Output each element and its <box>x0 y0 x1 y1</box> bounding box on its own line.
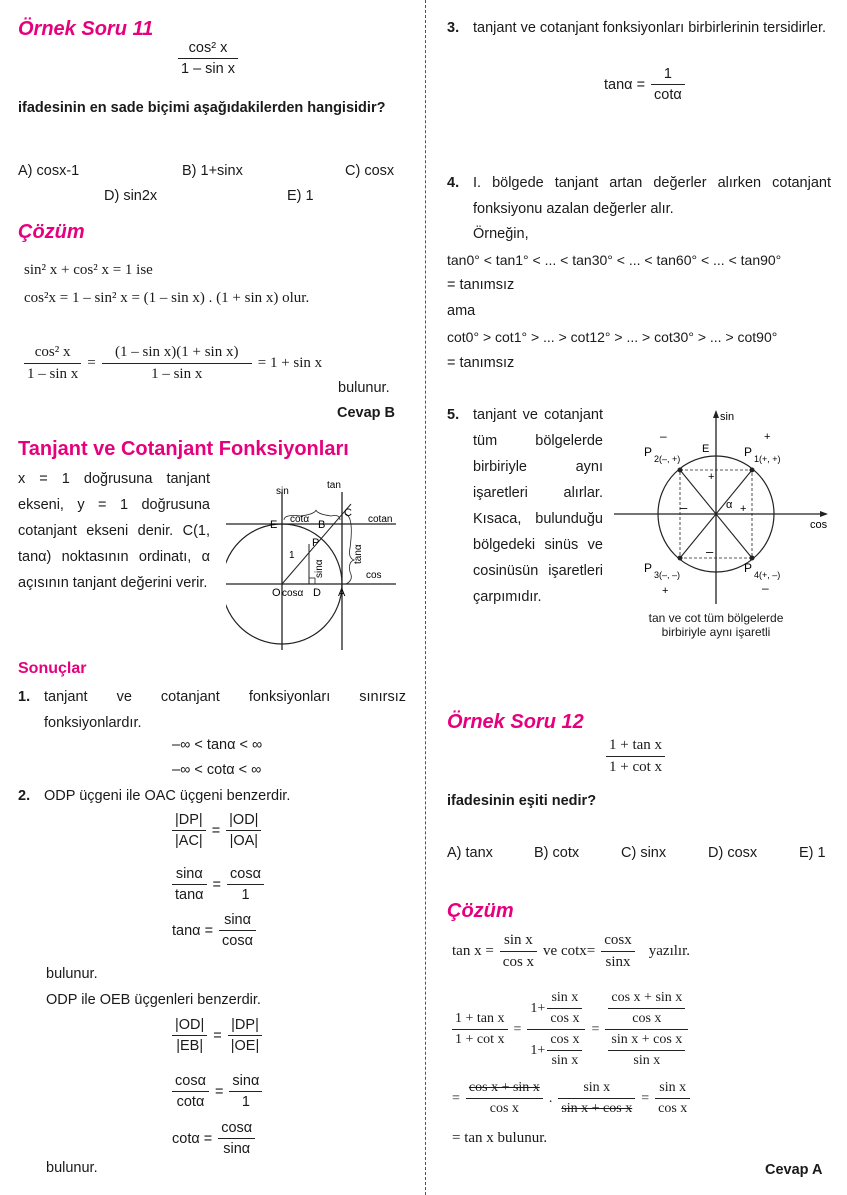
frac-denominator: sinx <box>605 954 631 970</box>
label-p1-sub: 1(+, +) <box>754 454 781 464</box>
label-cota: cotα <box>290 514 310 525</box>
result-4-number: 4. <box>447 175 460 191</box>
ratio-row-6 <box>172 1120 255 1157</box>
frac-numerator: sin x <box>547 990 582 1009</box>
frac-denominator: 1 + cot x <box>609 759 663 775</box>
ratio-row-1 <box>172 812 261 849</box>
sign-inner-left: – <box>680 500 688 515</box>
frac-denominator: |AC| <box>175 833 203 849</box>
cot-sequence-end: = tanımsız <box>447 355 515 371</box>
label-p4-sub: 4(+, –) <box>754 570 781 580</box>
one-plus: 1+ <box>530 1000 546 1016</box>
label-p: P <box>312 537 320 549</box>
solution-12-last: = tan x bulunur. <box>452 1130 548 1146</box>
ratio-row-2 <box>172 866 264 903</box>
solution-line-2: cos²x = 1 – sin² x = (1 – sin x) . (1 + sin x) olur. <box>24 290 310 306</box>
frac-denominator: cos x <box>632 1011 662 1026</box>
column-divider <box>425 0 426 1195</box>
solution-12-line-2 <box>452 990 688 1069</box>
sign-q3: + <box>662 585 669 597</box>
point-p4 <box>750 556 755 561</box>
frac-numerator: cosα <box>172 1073 209 1092</box>
frac-numerator: |DP| <box>172 812 206 831</box>
frac-denominator: |EB| <box>176 1038 204 1054</box>
bulunur-2: bulunur. <box>46 1160 98 1176</box>
result-5-text: tanjant ve cotanjant tüm bölgelerde birbiriyle aynı işaretleri alırlar. Kısaca, bulunduğu bölgedeki sinüs ve cosinüsün işaretleri çarpımıdır. <box>473 407 603 605</box>
result-4-text: I. bölgede tanjant artan değerler alırken cotanjant fonksiyonu azalan değerler alır. <box>473 175 831 217</box>
frac-numerator: |OD| <box>226 812 261 831</box>
solution-12-line-1 <box>452 932 690 971</box>
label-sina: sinα <box>314 559 325 578</box>
equals-sign: = <box>87 355 96 371</box>
solution-title: Çözüm <box>18 221 85 243</box>
equals-sign: = <box>212 876 222 893</box>
result-2-text-2: ODP ile OEB üçgenleri benzerdir. <box>46 992 261 1008</box>
frac-numerator: cos x <box>547 1032 582 1051</box>
frac-denominator: cos x <box>489 1101 519 1116</box>
frac-denominator: cotα <box>654 87 682 103</box>
frac-numerator: 1 + tan x <box>606 737 665 757</box>
frac-numerator: |OD| <box>172 1017 207 1036</box>
solution-12-title: Çözüm <box>447 900 514 922</box>
label-a: A <box>338 587 346 599</box>
connector: ve cotx= <box>543 943 596 959</box>
inequality-tan: –∞ < tanα < ∞ <box>172 737 263 753</box>
solution-12-line-3 <box>452 1080 690 1117</box>
point-p3 <box>678 556 683 561</box>
result-1 <box>18 684 406 736</box>
result-5-number: 5. <box>447 407 460 423</box>
frac-denominator: |OA| <box>229 833 259 849</box>
result-1-text: tanjant ve cotanjant fonksiyonları sınırsız fonksiyonlardır. <box>44 689 406 731</box>
sign-q1: + <box>764 431 771 443</box>
option-d: D) cosx <box>708 845 758 861</box>
example-11-fraction <box>178 40 238 77</box>
frac-denominator: 1 <box>241 1094 250 1110</box>
tan-cot-inverse <box>604 66 685 103</box>
lhs: tanα = <box>172 922 214 939</box>
frac-numerator: sin x <box>558 1080 635 1099</box>
equals-sign: = <box>452 1090 460 1106</box>
example-11-question: ifadesinin en sade biçimi aşağıdakilerden hangisidir? <box>18 100 386 116</box>
dot: . <box>548 1090 553 1106</box>
option-d: D) sin2x <box>104 188 158 204</box>
results-title: Sonuçlar <box>18 660 87 677</box>
frac-numerator: cos² x <box>24 344 81 364</box>
result-3-number: 3. <box>447 20 460 36</box>
example-12-fraction <box>606 737 665 776</box>
option-a: A) cosx-1 <box>18 163 80 179</box>
frac-numerator: sinα <box>172 866 207 885</box>
sign-inner-right: + <box>740 503 747 515</box>
tangent-diagram <box>226 478 416 650</box>
point-p2 <box>678 468 683 473</box>
frac-numerator: cos² x <box>178 40 238 59</box>
label-one: 1 <box>289 550 295 561</box>
result-2-text: ODP üçgeni ile OAC üçgeni benzerdir. <box>44 788 291 804</box>
one-plus: 1+ <box>530 1042 546 1058</box>
lhs: tan x = <box>452 943 494 959</box>
label-e: E <box>702 443 710 455</box>
option-b: B) 1+sinx <box>182 163 243 179</box>
frac-denominator: |OE| <box>230 1038 260 1054</box>
label-p4: P <box>744 561 753 575</box>
frac-denominator: cos x <box>550 1011 580 1026</box>
equals-sign: = <box>641 1090 650 1106</box>
label-sin: sin <box>720 411 735 423</box>
label-p1: P <box>744 445 753 459</box>
result-2 <box>18 788 290 804</box>
label-c: C <box>344 507 352 519</box>
label-o: O <box>272 587 281 599</box>
sign-q4: – <box>762 581 769 595</box>
frac-numerator: sin x <box>655 1080 690 1099</box>
frac-numerator: sin x + cos x <box>608 1032 685 1051</box>
label-alpha: α <box>726 499 733 511</box>
solution-line-1: sin² x + cos² x = 1 ise <box>24 262 153 278</box>
equals-sign: = <box>513 1021 522 1037</box>
frac-denominator: 1 + cot x <box>455 1032 505 1047</box>
tan-sequence: tan0° < tan1° < ... < tan30° < ... < tan60° < ... < tan90° <box>447 252 782 268</box>
lhs: cotα = <box>172 1130 213 1147</box>
yazilir: yazılır. <box>648 943 690 959</box>
result-5 <box>447 402 603 610</box>
ratio-row-3 <box>172 912 256 949</box>
tan-sequence-end: = tanımsız <box>447 277 515 293</box>
sign-q2: – <box>660 429 667 443</box>
frac-numerator: sinα <box>219 912 256 931</box>
caption-line-2: birbiriyle aynı işaretli <box>661 625 771 639</box>
frac-numerator: cosα <box>227 866 264 885</box>
frac-denominator: sin x + cos x <box>561 1101 633 1116</box>
frac-numerator: cosx <box>601 932 635 952</box>
label-e: E <box>270 519 278 531</box>
caption-line-1: tan ve cot tüm bölgelerde <box>648 611 784 625</box>
frac-denominator: 1 – sin x <box>27 366 79 382</box>
frac-denominator: cosα <box>222 933 253 949</box>
label-cotan: cotan <box>368 514 393 525</box>
label-sin: sin <box>276 486 289 497</box>
frac-numerator: sin x <box>500 932 537 952</box>
frac-denominator: cos x <box>658 1101 688 1116</box>
label-tana: tanα <box>353 544 364 564</box>
ama: ama <box>447 303 476 319</box>
inequality-cot: –∞ < cotα < ∞ <box>172 762 262 778</box>
result-2-number: 2. <box>18 788 31 804</box>
compound-fraction <box>527 990 585 1069</box>
example-12-title: Örnek Soru 12 <box>447 711 584 733</box>
solution-bulunur: bulunur. <box>338 380 390 396</box>
label-b: B <box>318 519 326 531</box>
ratio-row-5 <box>172 1073 262 1110</box>
equals-sign: = <box>214 1083 224 1100</box>
sign-inner-top: + <box>708 471 715 483</box>
point-p1 <box>750 468 755 473</box>
frac-denominator: sin x <box>633 1053 661 1068</box>
result-1-number: 1. <box>18 689 31 705</box>
label-cos: cos <box>366 570 382 581</box>
option-a: A) tanx <box>447 845 493 861</box>
option-b: B) cotx <box>534 845 580 861</box>
label-p2-sub: 2(–, +) <box>654 454 681 464</box>
sin-arrow-icon <box>713 410 719 418</box>
frac-denominator: 1 <box>241 887 250 903</box>
compound-fraction-2 <box>605 990 688 1069</box>
frac-numerator: 1 <box>651 66 685 85</box>
equals-sign: = <box>213 1027 222 1044</box>
frac-denominator: 1 – sin x <box>151 366 203 382</box>
result-4 <box>447 170 831 222</box>
example-12-question: ifadesinin eşiti nedir? <box>447 793 597 809</box>
frac-denominator: sinα <box>223 1141 251 1157</box>
label-p2: P <box>644 445 653 459</box>
quadrant-caption <box>626 611 806 639</box>
label-p3-sub: 3(–, –) <box>654 570 681 580</box>
frac-numerator: (1 – sin x)(1 + sin x) <box>102 344 252 364</box>
sign-inner-bottom: – <box>706 544 714 559</box>
answer-a: Cevap A <box>765 1162 823 1178</box>
label-cosa: cosα <box>282 588 304 599</box>
frac-denominator: cos x <box>502 954 535 970</box>
option-e: E) 1 <box>799 845 826 861</box>
equals-sign: = <box>591 1021 600 1037</box>
section-text: x = 1 doğrusuna tanjant ekseni, y = 1 doğrusuna cotanjant ekseni denir. C(1, tanα) noktasının ordinatı, α açısının tanjant değerini verir. <box>18 471 210 591</box>
solution-fraction-row <box>24 344 322 383</box>
ratio-row-4 <box>172 1017 262 1054</box>
frac-numerator: cos x + sin x <box>608 990 685 1009</box>
frac-denominator: 1 – sin x <box>181 61 235 77</box>
frac-numerator: cosα <box>218 1120 255 1139</box>
solution-result: = 1 + sin x <box>257 355 323 371</box>
lhs: tanα = <box>604 76 646 93</box>
answer-b: Cevap B <box>337 405 396 421</box>
option-c: C) cosx <box>345 163 395 179</box>
frac-numerator: |DP| <box>228 1017 262 1036</box>
label-p3: P <box>644 561 653 575</box>
frac-denominator: cotα <box>176 1094 205 1110</box>
section-title: Tanjant ve Cotanjant Fonksiyonları <box>18 438 349 460</box>
cot-sequence: cot0° > cot1° > ... > cot12° > ... > cot30° > ... > cot90° <box>447 329 778 345</box>
label-tan: tan <box>327 480 341 491</box>
example-11-title: Örnek Soru 11 <box>18 18 154 40</box>
option-e: E) 1 <box>287 188 314 204</box>
frac-numerator: 1 + tan x <box>452 1011 508 1030</box>
result-3 <box>447 15 831 41</box>
result-3-text: tanjant ve cotanjant fonksiyonları birbirlerinin tersidirler. <box>473 20 827 36</box>
option-c: C) sinx <box>621 845 667 861</box>
cos-arrow-icon <box>820 511 828 517</box>
frac-denominator: sin x <box>551 1053 579 1068</box>
frac-denominator: tanα <box>175 887 204 903</box>
frac-numerator: sinα <box>229 1073 262 1092</box>
label-d: D <box>313 587 321 599</box>
equals-sign: = <box>211 822 221 839</box>
bulunur-1: bulunur. <box>46 966 98 982</box>
quadrant-diagram <box>614 408 834 608</box>
frac-numerator: cos x + sin x <box>466 1080 543 1099</box>
label-cos: cos <box>810 519 828 531</box>
ornegin: Örneğin, <box>473 226 529 242</box>
